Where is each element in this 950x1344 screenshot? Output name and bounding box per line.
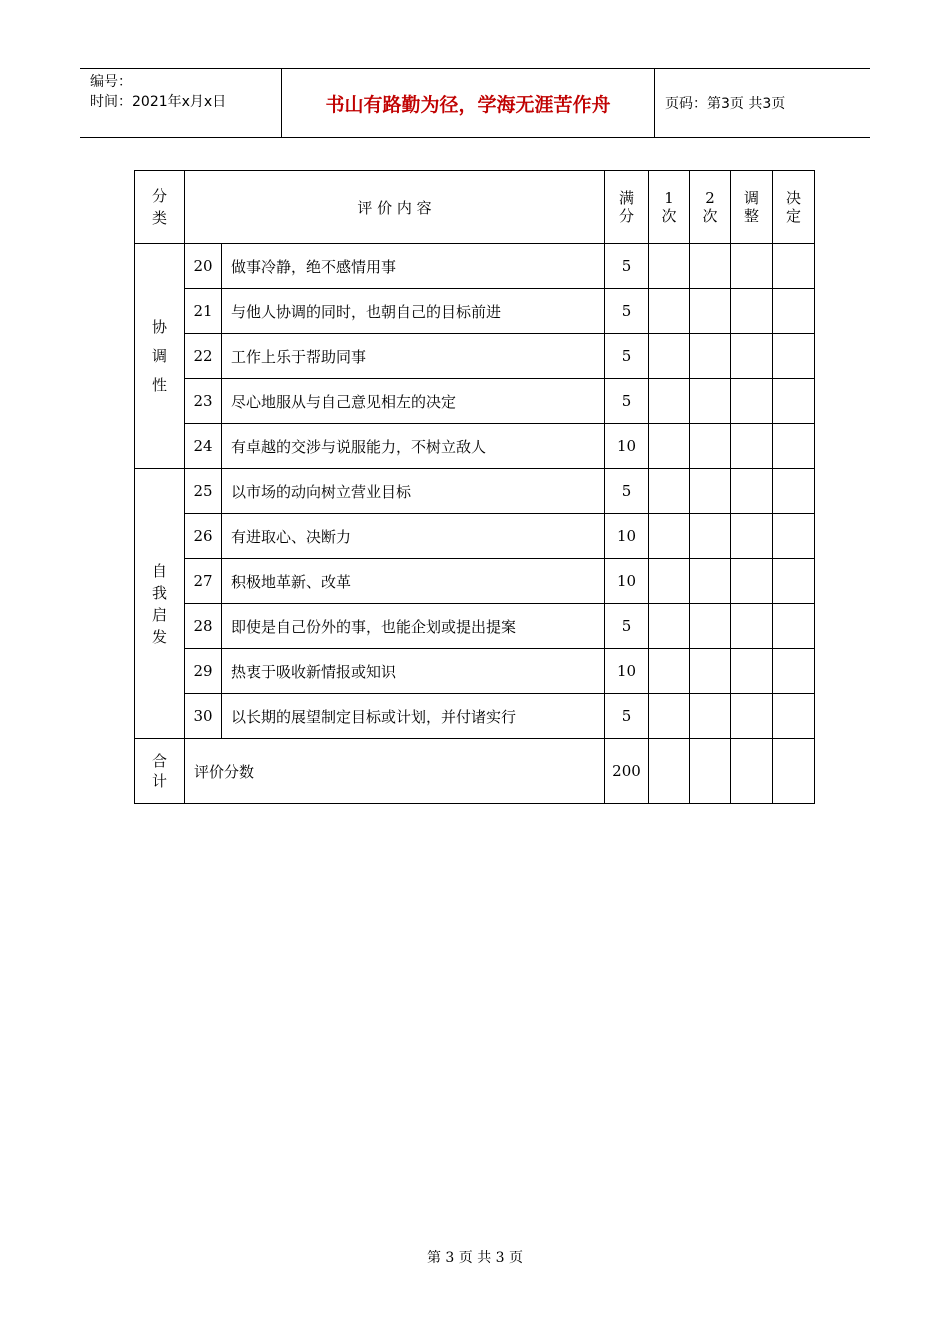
first-cell[interactable]: [649, 514, 690, 559]
item-number: 23: [185, 379, 222, 424]
first-cell[interactable]: [649, 244, 690, 289]
table-row: [135, 514, 815, 559]
item-text: 即使是自己份外的事，也能企划或提出提案: [222, 604, 605, 649]
adjust-cell[interactable]: [731, 604, 773, 649]
category-cell: 自 我 启 发: [135, 469, 185, 739]
header-info-cell: [80, 69, 282, 137]
item-score: 10: [605, 424, 649, 469]
item-score: 10: [605, 514, 649, 559]
first-cell[interactable]: [649, 334, 690, 379]
table-row: [135, 469, 815, 514]
adjust-cell[interactable]: [731, 469, 773, 514]
item-number: 22: [185, 334, 222, 379]
item-text: 有卓越的交涉与说服能力，不树立敌人: [222, 424, 605, 469]
item-text: 尽心地服从与自己意见相左的决定: [222, 379, 605, 424]
serial-label: 编号：: [90, 74, 132, 90]
item-number: 26: [185, 514, 222, 559]
second-cell[interactable]: [690, 289, 731, 334]
adjust-cell[interactable]: [731, 739, 773, 804]
decision-cell[interactable]: [773, 739, 815, 804]
table-row: [135, 334, 815, 379]
table-row: [135, 649, 815, 694]
decision-cell[interactable]: [773, 334, 815, 379]
item-score: 10: [605, 559, 649, 604]
adjust-cell[interactable]: [731, 514, 773, 559]
decision-cell[interactable]: [773, 559, 815, 604]
item-text: 以市场的动向树立营业目标: [222, 469, 605, 514]
total-text: 评价分数: [185, 739, 605, 804]
header-motto: 书山有路勤为径，学海无涯苦作舟: [282, 69, 655, 137]
table-row: [135, 379, 815, 424]
adjust-cell[interactable]: [731, 424, 773, 469]
item-text: 有进取心、决断力: [222, 514, 605, 559]
decision-cell[interactable]: [773, 469, 815, 514]
item-text: 热衷于吸收新情报或知识: [222, 649, 605, 694]
table-row: [135, 604, 815, 649]
item-text: 积极地革新、改革: [222, 559, 605, 604]
decision-cell[interactable]: [773, 649, 815, 694]
header-first: 1 次: [649, 171, 690, 244]
table-row: [135, 559, 815, 604]
adjust-cell[interactable]: [731, 334, 773, 379]
item-number: 29: [185, 649, 222, 694]
item-score: 5: [605, 334, 649, 379]
first-cell[interactable]: [649, 469, 690, 514]
item-score: 5: [605, 244, 649, 289]
item-score: 5: [605, 379, 649, 424]
header-category: 分 类: [135, 171, 185, 244]
item-score: 10: [605, 649, 649, 694]
adjust-cell[interactable]: [731, 244, 773, 289]
decision-cell[interactable]: [773, 514, 815, 559]
header-full-score: 满 分: [605, 171, 649, 244]
second-cell[interactable]: [690, 694, 731, 739]
first-cell[interactable]: [649, 289, 690, 334]
item-score: 5: [605, 694, 649, 739]
decision-cell[interactable]: [773, 244, 815, 289]
item-score: 5: [605, 604, 649, 649]
second-cell[interactable]: [690, 334, 731, 379]
second-cell[interactable]: [690, 739, 731, 804]
header-decision: 决 定: [773, 171, 815, 244]
item-text: 以长期的展望制定目标或计划，并付诸实行: [222, 694, 605, 739]
table-header-row: [135, 171, 815, 244]
item-number: 24: [185, 424, 222, 469]
item-score: 5: [605, 289, 649, 334]
time-label: 时间：2021年x月x日: [90, 94, 227, 110]
evaluation-table: [134, 170, 815, 804]
header-adjust: 调 整: [731, 171, 773, 244]
header-page-number: 页码：第3页 共3页: [665, 96, 786, 112]
table-row: [135, 424, 815, 469]
item-number: 27: [185, 559, 222, 604]
second-cell[interactable]: [690, 379, 731, 424]
item-text: 做事冷静，绝不感情用事: [222, 244, 605, 289]
decision-cell[interactable]: [773, 694, 815, 739]
adjust-cell[interactable]: [731, 559, 773, 604]
item-number: 30: [185, 694, 222, 739]
first-cell[interactable]: [649, 559, 690, 604]
total-label-cell: 合 计: [135, 739, 185, 804]
item-number: 28: [185, 604, 222, 649]
item-score: 5: [605, 469, 649, 514]
total-row: [135, 739, 815, 804]
table-row: [135, 694, 815, 739]
item-number: 21: [185, 289, 222, 334]
category-cell: 协 调 性: [135, 244, 185, 469]
first-cell[interactable]: [649, 379, 690, 424]
decision-cell[interactable]: [773, 379, 815, 424]
second-cell[interactable]: [690, 244, 731, 289]
first-cell[interactable]: [649, 604, 690, 649]
item-text: 工作上乐于帮助同事: [222, 334, 605, 379]
second-cell[interactable]: [690, 604, 731, 649]
page-header: [80, 68, 870, 138]
adjust-cell[interactable]: [731, 694, 773, 739]
second-cell[interactable]: [690, 649, 731, 694]
total-score: 200: [605, 739, 649, 804]
header-content: 评 价 内 容: [185, 171, 605, 244]
decision-cell[interactable]: [773, 424, 815, 469]
decision-cell[interactable]: [773, 289, 815, 334]
item-text: 与他人协调的同时，也朝自己的目标前进: [222, 289, 605, 334]
adjust-cell[interactable]: [731, 379, 773, 424]
first-cell[interactable]: [649, 694, 690, 739]
second-cell[interactable]: [690, 559, 731, 604]
table-row: [135, 289, 815, 334]
item-number: 20: [185, 244, 222, 289]
first-cell[interactable]: [649, 424, 690, 469]
adjust-cell[interactable]: [731, 289, 773, 334]
second-cell[interactable]: [690, 424, 731, 469]
second-cell[interactable]: [690, 514, 731, 559]
first-cell[interactable]: [649, 739, 690, 804]
first-cell[interactable]: [649, 649, 690, 694]
adjust-cell[interactable]: [731, 649, 773, 694]
item-number: 25: [185, 469, 222, 514]
decision-cell[interactable]: [773, 604, 815, 649]
table-row: [135, 244, 815, 289]
page-footer: 第 3 页 共 3 页: [426, 1250, 524, 1266]
second-cell[interactable]: [690, 469, 731, 514]
header-second: 2 次: [690, 171, 731, 244]
